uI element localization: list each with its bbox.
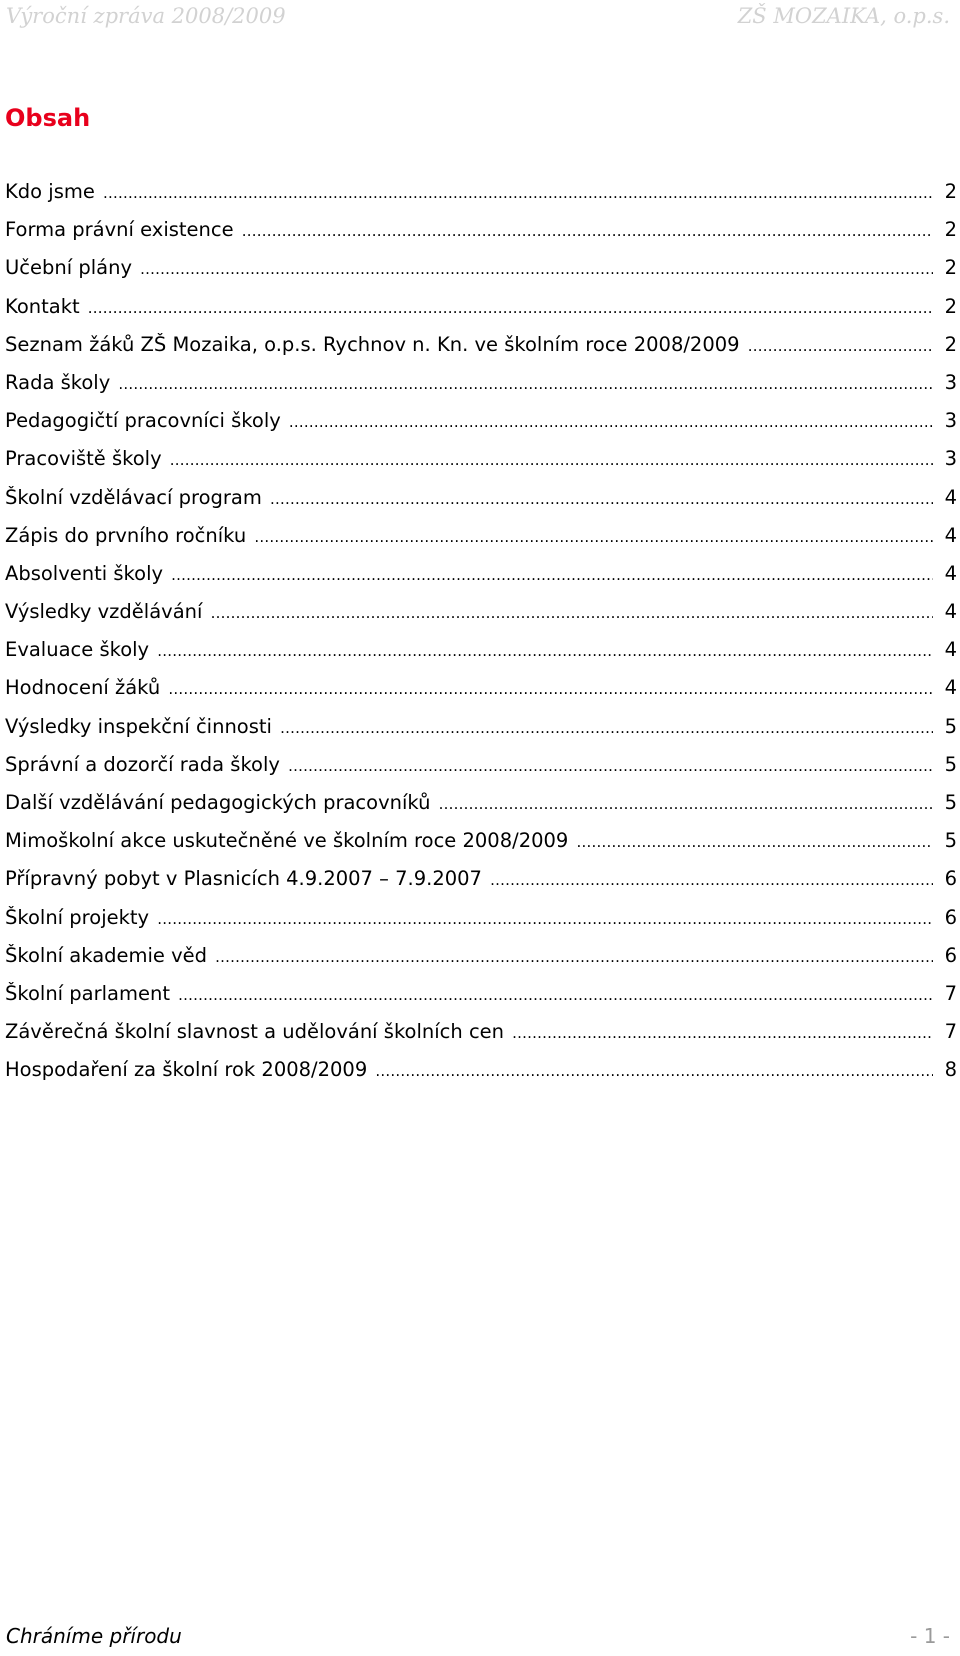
toc-entry-label: Školní parlament	[5, 981, 171, 1005]
toc-dot-leader	[118, 375, 933, 393]
toc-dot-leader	[288, 757, 933, 775]
toc-dot-leader	[215, 948, 933, 966]
toc-dot-leader	[280, 719, 933, 737]
toc-dot-leader	[171, 566, 933, 584]
toc-entry-page: 4	[944, 676, 957, 700]
toc-dot-leader	[103, 184, 933, 202]
page-header	[6, 4, 954, 32]
toc-entry[interactable]	[5, 180, 957, 218]
toc-entry-label: Kontakt	[5, 294, 80, 318]
toc-entry[interactable]	[5, 371, 957, 409]
toc-entry-page: 7	[944, 981, 957, 1005]
toc-entry-page: 5	[944, 829, 957, 853]
toc-entry[interactable]	[5, 333, 957, 371]
toc-entry-page: 7	[944, 1020, 957, 1044]
toc-entry[interactable]	[5, 906, 957, 944]
toc-dot-leader	[242, 222, 933, 240]
toc-entry-label: Pracoviště školy	[5, 447, 162, 471]
header-report-title: Výroční zpráva 2008/2009	[6, 4, 286, 28]
toc-entry-page: 6	[944, 905, 957, 929]
toc-entry-label: Školní akademie věd	[5, 943, 208, 967]
toc-dot-leader	[748, 337, 933, 355]
table-of-contents	[5, 180, 957, 1097]
toc-entry-page: 2	[944, 332, 957, 356]
toc-entry-label: Zápis do prvního ročníku	[5, 523, 247, 547]
toc-entry-page: 6	[944, 943, 957, 967]
toc-entry-page: 2	[944, 256, 957, 280]
toc-entry[interactable]	[5, 256, 957, 294]
toc-dot-leader	[576, 833, 933, 851]
toc-entry-label: Výsledky inspekční činnosti	[5, 714, 272, 738]
toc-dot-leader	[254, 528, 933, 546]
toc-entry-label: Závěrečná školní slavnost a udělování školních cen	[5, 1020, 505, 1044]
toc-entry-label: Hospodaření za školní rok 2008/2009	[5, 1058, 368, 1082]
toc-entry[interactable]	[5, 409, 957, 447]
toc-entry-label: Hodnocení žáků	[5, 676, 161, 700]
toc-entry[interactable]	[5, 600, 957, 638]
footer-page-number: - 1 -	[910, 1624, 950, 1648]
toc-dot-leader	[170, 451, 933, 469]
toc-entry[interactable]	[5, 295, 957, 333]
toc-entry[interactable]	[5, 218, 957, 256]
toc-entry-page: 6	[944, 867, 957, 891]
toc-entry-label: Další vzdělávání pedagogických pracovníků	[5, 791, 431, 814]
toc-dot-leader	[178, 986, 933, 1004]
page-footer	[6, 1620, 954, 1650]
toc-entry-page: 5	[944, 791, 957, 814]
toc-entry-page: 2	[944, 294, 957, 318]
toc-dot-leader	[140, 260, 933, 278]
toc-entry-label: Školní projekty	[5, 905, 150, 929]
toc-entry-label: Výsledky vzdělávání	[5, 600, 203, 624]
toc-entry[interactable]	[5, 944, 957, 982]
toc-entry[interactable]	[5, 676, 957, 714]
toc-entry[interactable]	[5, 447, 957, 485]
toc-entry[interactable]	[5, 638, 957, 676]
toc-entry-label: Seznam žáků ZŠ Mozaika, o.p.s. Rychnov n. Kn. ve školním roce 2008/2009	[5, 332, 740, 356]
toc-entry[interactable]	[5, 829, 957, 867]
toc-dot-leader	[490, 871, 933, 889]
toc-dot-leader	[512, 1024, 933, 1042]
toc-entry[interactable]	[5, 524, 957, 562]
toc-entry-page: 3	[944, 409, 957, 433]
toc-entry-page: 4	[944, 600, 957, 624]
toc-entry[interactable]	[5, 486, 957, 524]
footer-motto: Chráníme přírodu	[6, 1624, 182, 1648]
toc-entry-label: Kdo jsme	[5, 180, 95, 203]
toc-entry-page: 3	[944, 370, 957, 394]
toc-entry[interactable]	[5, 1020, 957, 1058]
toc-dot-leader	[210, 604, 933, 622]
toc-entry-page: 4	[944, 523, 957, 547]
toc-dot-leader	[289, 413, 933, 431]
toc-entry-page: 2	[944, 180, 957, 203]
toc-entry-label: Forma právní existence	[5, 218, 234, 242]
toc-entry-page: 8	[944, 1058, 957, 1082]
toc-entry-page: 4	[944, 561, 957, 585]
toc-entry-label: Rada školy	[5, 370, 111, 394]
toc-entry[interactable]	[5, 867, 957, 905]
toc-dot-leader	[88, 299, 933, 317]
toc-dot-leader	[375, 1062, 933, 1080]
toc-entry-label: Pedagogičtí pracovníci školy	[5, 409, 281, 433]
toc-entry-page: 4	[944, 485, 957, 509]
toc-entry[interactable]	[5, 562, 957, 600]
toc-dot-leader	[157, 642, 933, 660]
toc-entry-page: 2	[944, 218, 957, 242]
toc-entry[interactable]	[5, 982, 957, 1020]
toc-entry-label: Mimoškolní akce uskutečněné ve školním roce 2008/2009	[5, 829, 569, 853]
toc-dot-leader	[270, 490, 933, 508]
toc-entry[interactable]	[5, 715, 957, 753]
toc-entry-page: 3	[944, 447, 957, 471]
toc-entry[interactable]	[5, 753, 957, 791]
toc-dot-leader	[168, 680, 933, 698]
toc-dot-leader	[157, 910, 933, 928]
toc-entry[interactable]	[5, 1058, 957, 1096]
toc-entry[interactable]	[5, 791, 957, 829]
toc-entry-label: Školní vzdělávací program	[5, 485, 262, 509]
toc-entry-page: 5	[944, 752, 957, 776]
toc-heading: Obsah	[5, 104, 91, 132]
toc-entry-page: 4	[944, 638, 957, 662]
toc-entry-label: Přípravný pobyt v Plasnicích 4.9.2007 – 7.9.2007	[5, 867, 482, 891]
toc-dot-leader	[438, 795, 933, 813]
toc-entry-label: Evaluace školy	[5, 638, 150, 662]
toc-entry-label: Absolventi školy	[5, 561, 164, 585]
header-school-name: ZŠ MOZAIKA, o.p.s.	[737, 4, 950, 28]
toc-entry-label: Učební plány	[5, 256, 132, 280]
toc-entry-label: Správní a dozorčí rada školy	[5, 752, 280, 776]
toc-entry-page: 5	[944, 714, 957, 738]
